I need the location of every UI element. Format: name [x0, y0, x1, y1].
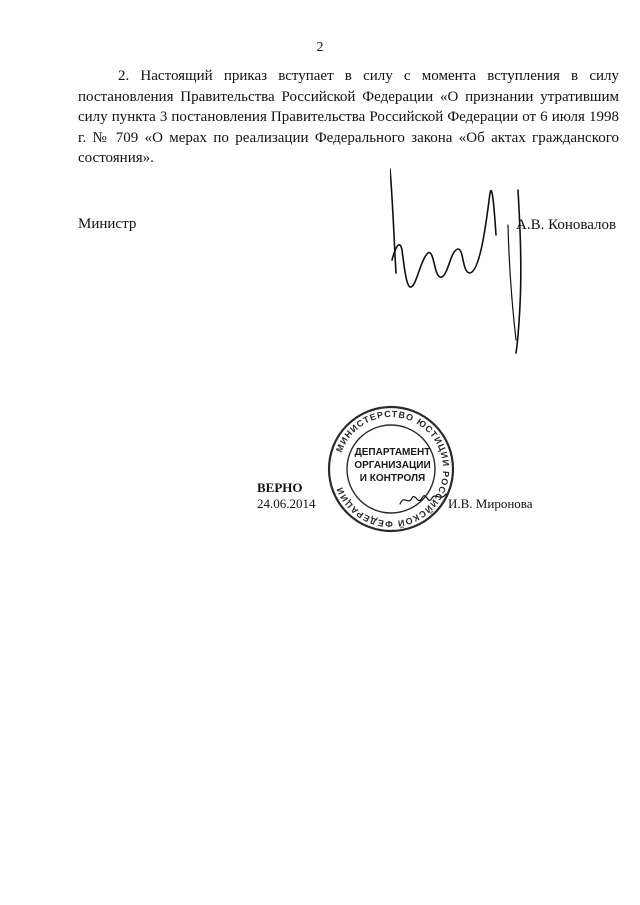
- seal-line-1: ДЕПАРТАМЕНТ: [354, 447, 431, 458]
- order-paragraph: 2. Настоящий приказ вступает в силу с момента вступления в силу постановления Правительства Российской Федерации «О признании утратившим силу пункта 3 постановления Правительства Российской Федерации от 6 июля 1998 г. № 709 «О мерах по реализации Федерального закона «Об актах гражданского состояния».: [78, 68, 619, 166]
- verification-label: ВЕРНО: [257, 480, 303, 495]
- seal-line-2: ОРГАНИЗАЦИИ: [354, 460, 431, 471]
- signer-name: А.В. Коновалов: [516, 217, 617, 233]
- seal-ring-text: МИНИСТЕРСТВО ЮСТИЦИИ РОССИЙСКОЙ ФЕДЕРАЦИИ: [333, 408, 452, 530]
- signer-title: Министр: [78, 216, 137, 232]
- minister-signature: [390, 165, 535, 355]
- page-number: 2: [316, 40, 324, 55]
- seal-line-3: И КОНТРОЛЯ: [359, 473, 426, 484]
- verifier-name: И.В. Миронова: [448, 496, 533, 511]
- seal-inner-text: [350, 446, 435, 485]
- verifier-signature: [398, 484, 448, 512]
- verification-date: 24.06.2014: [257, 496, 316, 511]
